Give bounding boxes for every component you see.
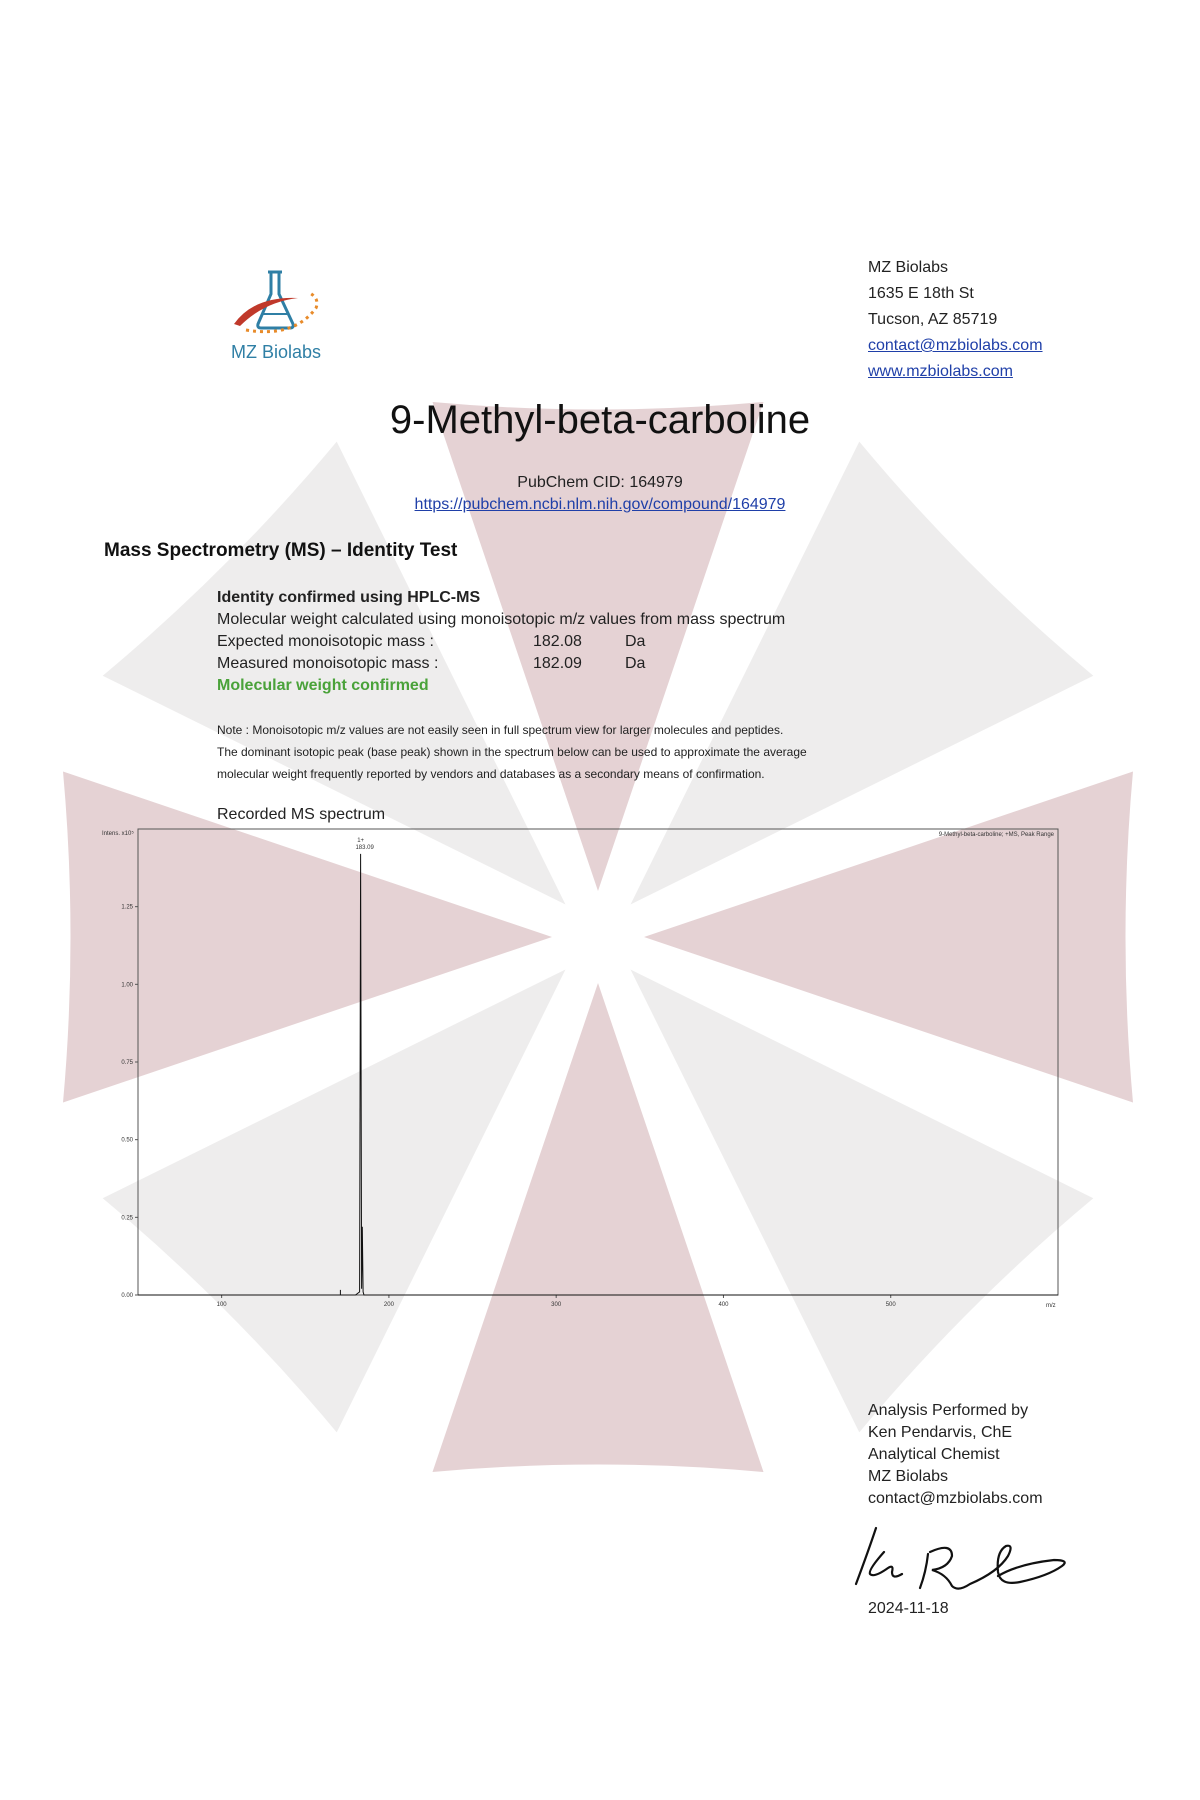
x-tick-label: 400 — [718, 1302, 729, 1308]
y-tick-label: 1.25 — [121, 904, 133, 911]
analyst-block — [868, 1400, 1043, 1510]
expected-mass-unit: Da — [625, 633, 646, 650]
y-tick-label: 1.00 — [121, 982, 133, 989]
y-tick-label: 0.00 — [121, 1293, 133, 1299]
identity-results — [217, 587, 785, 697]
x-tick-label: 500 — [885, 1302, 896, 1308]
signature-date: 2024-11-18 — [868, 1600, 949, 1617]
address-line: MZ Biolabs — [868, 259, 949, 276]
spectrum-series-line — [138, 854, 1058, 1295]
peak-charge-label: 1+ — [357, 837, 365, 844]
x-tick-label: 200 — [383, 1302, 394, 1308]
company-address — [868, 255, 1043, 385]
x-tick-label: 100 — [216, 1302, 227, 1308]
measured-mass-value: 182.09 — [533, 655, 582, 672]
analyst-email: contact@mzbiolabs.com — [868, 1490, 1043, 1507]
expected-mass-label: Expected monoisotopic mass : — [217, 633, 434, 650]
measured-mass-unit: Da — [625, 655, 646, 672]
analyst-company: MZ Biolabs — [868, 1468, 949, 1485]
results-heading: Identity confirmed using HPLC-MS — [217, 589, 481, 606]
compound-title: 9-Methyl-beta-carboline — [389, 398, 811, 442]
analyst-title: Analytical Chemist — [868, 1446, 1000, 1463]
analyst-line: Analysis Performed by — [868, 1402, 1029, 1419]
pubchem-link[interactable]: https://pubchem.ncbi.nlm.nih.gov/compound/164979 — [414, 496, 786, 513]
peak-mz-label: 183.09 — [355, 844, 374, 851]
logo-text: MZ Biolabs — [230, 342, 322, 362]
expected-mass-row — [217, 631, 785, 653]
x-axis-label: m/z — [1046, 1303, 1056, 1309]
email-link[interactable]: contact@mzbiolabs.com — [868, 337, 1043, 354]
spectrum-legend: 9-Methyl-beta-carboline; +MS, Peak Range — [938, 832, 1054, 838]
results-description: Molecular weight calculated using monoisotopic m/z values from mass spectrum — [217, 611, 786, 628]
page-bottom — [0, 1630, 1200, 1800]
spectrum-label: Recorded MS spectrum — [217, 806, 386, 823]
ms-spectrum-chart — [100, 826, 1100, 1312]
section-title: Mass Spectrometry (MS) – Identity Test — [104, 540, 458, 561]
expected-mass-value: 182.08 — [533, 633, 582, 650]
analyst-name: Ken Pendarvis, ChE — [868, 1424, 1013, 1441]
handwritten-signature — [848, 1512, 1088, 1602]
note-line: Note : Monoisotopic m/z values are not easily seen in full spectrum view for larger molecules and peptides. — [217, 723, 784, 737]
y-axis-label: Intens. x10⁵ — [102, 831, 134, 837]
note-line: molecular weight frequently reported by vendors and databases as a secondary means of confirmation. — [217, 767, 765, 781]
y-tick-label: 0.75 — [121, 1060, 133, 1066]
flask-logo-icon — [224, 268, 328, 342]
measured-mass-label: Measured monoisotopic mass : — [217, 655, 439, 672]
pubchem-cid: PubChem CID: 164979 — [517, 474, 683, 491]
note-line: The dominant isotopic peak (base peak) shown in the spectrum below can be used to approximate the average — [217, 745, 807, 759]
address-line: 1635 E 18th St — [868, 285, 974, 302]
measured-mass-row — [217, 653, 785, 675]
company-logo — [216, 268, 336, 368]
address-line: Tucson, AZ 85719 — [868, 311, 998, 328]
y-tick-label: 0.25 — [121, 1215, 133, 1222]
note-block — [217, 719, 807, 785]
x-tick-label: 300 — [551, 1302, 562, 1308]
plot-frame — [138, 829, 1058, 1295]
spectrum-plot — [100, 826, 1100, 1312]
confirmation-status: Molecular weight confirmed — [217, 677, 429, 694]
website-link[interactable]: www.mzbiolabs.com — [868, 363, 1013, 380]
y-tick-label: 0.50 — [121, 1137, 133, 1144]
